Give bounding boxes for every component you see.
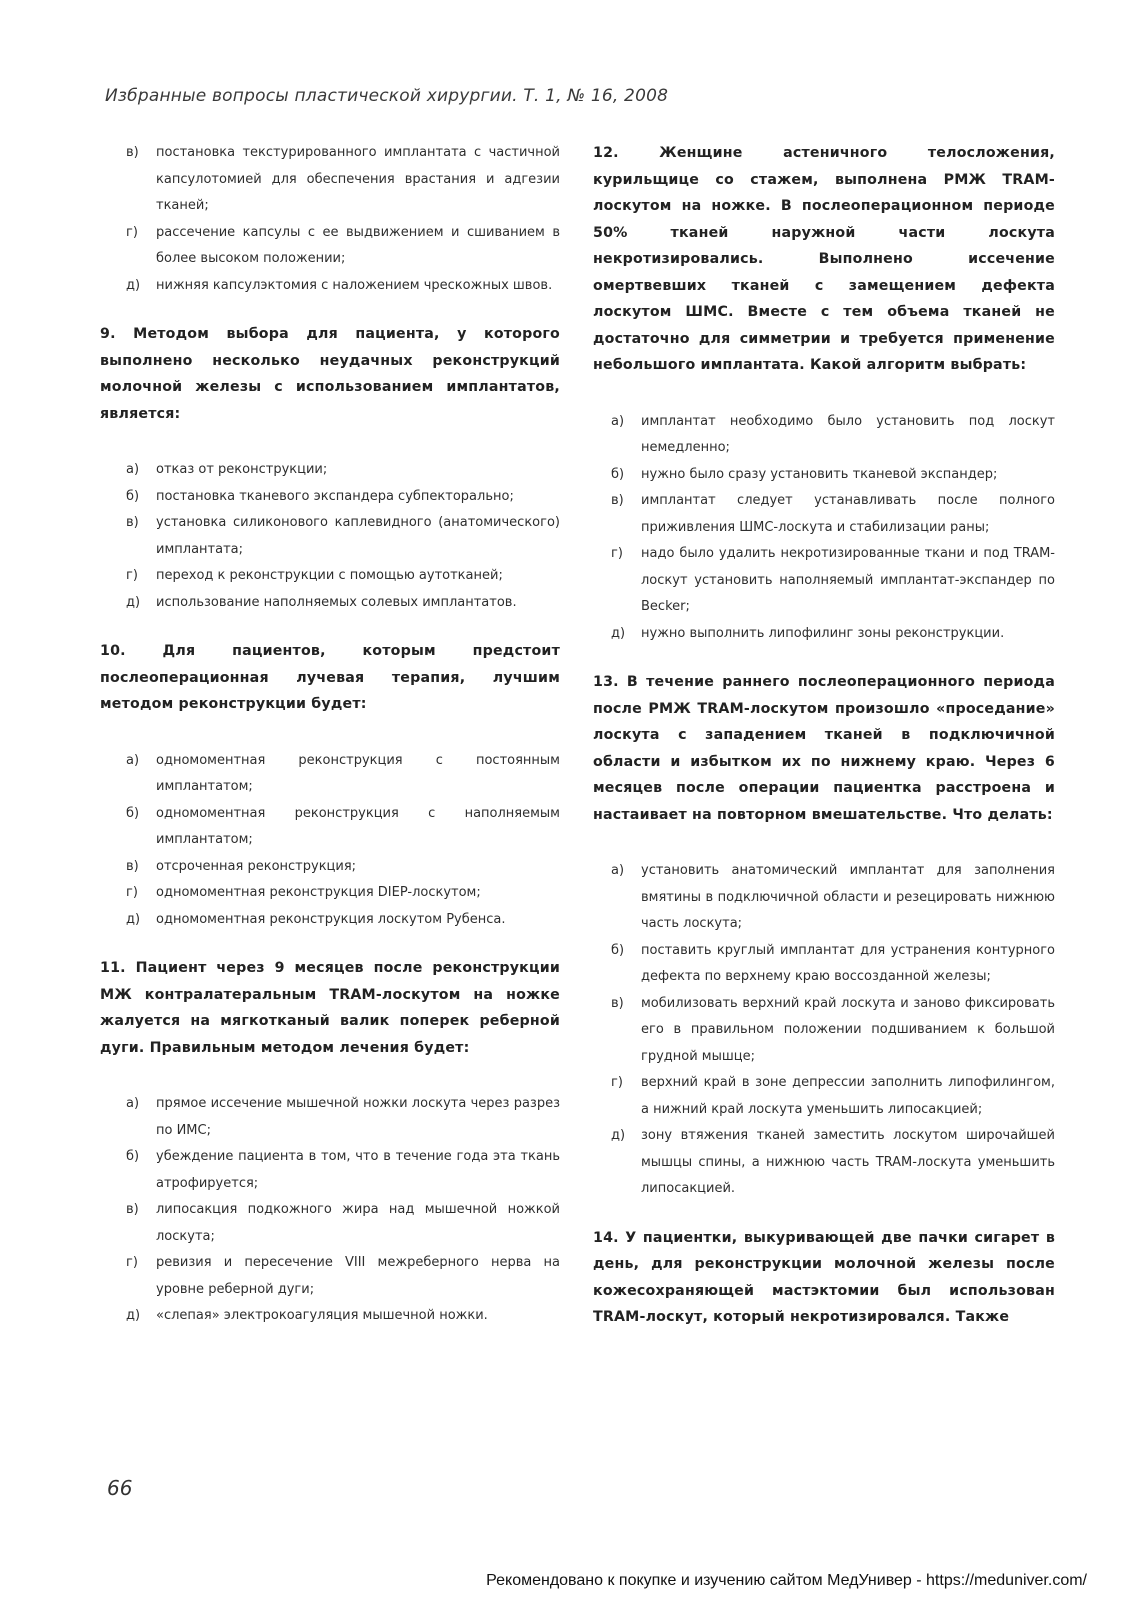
option-item: д) зону втяжения тканей заместить лоскутом широчайшей мышцы спины, а нижнюю часть TRAM-лоскута уменьшить липосакцией. — [611, 1128, 1055, 1196]
q12-options — [593, 409, 1055, 648]
right-column — [593, 140, 1055, 1331]
question-13: 13. В течение раннего послеоперационного периода после РМЖ TRAM-лоскутом произошло «проседание» лоскута с западением тканей в подключичной области и избытком их по нижнему краю. Через 6 месяцев после операции пациентка расстроена и настаивает на повторном вмешательстве. Что делать: — [593, 674, 1055, 823]
option-item: в) постановка текстурированного имплантата с частичной капсулотомией для обеспечения врастания и адгезии тканей; — [126, 145, 560, 213]
option-item: в) отсроченная реконструкция; — [126, 858, 357, 874]
option-item: б) одномоментная реконструкция с наполняемым имплантатом; — [126, 805, 560, 847]
q8-options — [100, 140, 560, 299]
option-item: д) одномоментная реконструкция лоскутом Рубенса. — [126, 911, 506, 927]
option-item: а) установить анатомический имплантат для заполнения вмятины в подключичной области и резецировать нижнюю часть лоскута; — [611, 863, 1055, 931]
question-14: 14. У пациентки, выкуривающей две пачки сигарет в день, для реконструкции молочной железы после кожесохраняющей мастэктомии был использован TRAM-лоскут, который некротизировался. Также — [593, 1229, 1055, 1325]
option-item: г) одномоментная реконструкция DIEP-лоскутом; — [126, 885, 481, 900]
question-9: 9. Методом выбора для пациента, у которого выполнено несколько неудачных реконструкций молочной железы с использованием имплантатов, является: — [100, 326, 560, 422]
left-column — [100, 140, 560, 1330]
option-item: в) мобилизовать верхний край лоскута и заново фиксировать его в правильном положении подшиванием к большой грудной мышце; — [611, 995, 1055, 1064]
question-10: 10. Для пациентов, которым предстоит послеоперационная лучевая терапия, лучшим методом реконструкции будет: — [100, 643, 560, 712]
option-item: д) нижняя капсулэктомия с наложением чрескожных швов. — [126, 277, 553, 293]
question-12: 12. Женщине астеничного телосложения, курильщице со стажем, выполнена РМЖ TRAM-лоскутом на ножке. В послеоперационном периоде 50% тканей наружной части лоскута некротизировались. Выполнено иссечение омертвевших тканей с замещением дефекта лоскутом ШМС. Вместе с тем объема тканей не достаточно для симметрии и требуется применение небольшого имплантата. Какой алгоритм выбрать: — [593, 145, 1055, 373]
page-number: 66 — [107, 1476, 133, 1500]
option-item: б) нужно было сразу установить тканевой экспандер; — [611, 466, 998, 482]
footer-recommendation: Рекомендовано к покупке и изучению сайтом МедУнивер - https://meduniver.com/ — [486, 1572, 1087, 1589]
option-item: б) поставить круглый имплантат для устранения контурного дефекта по верхнему краю воссозданной железы; — [611, 942, 1055, 984]
option-item: в) имплантат следует устанавливать после полного приживления ШМС-лоскута и стабилизации раны; — [611, 493, 1055, 535]
q11-options — [100, 1091, 560, 1330]
question-11: 11. Пациент через 9 месяцев после реконструкции МЖ контралатеральным TRAM-лоскутом на ножке жалуется на мягкотканый валик поперек реберной дуги. Правильным методом лечения будет: — [100, 960, 560, 1056]
journal-header: Избранные вопросы пластической хирургии. Т. 1, № 16, 2008 — [105, 86, 669, 106]
option-item: а) отказ от реконструкции; — [126, 462, 328, 477]
q9-options — [100, 457, 560, 616]
q13-options — [593, 858, 1055, 1203]
option-item: а) имплантат необходимо было установить под лоскут немедленно; — [611, 413, 1055, 455]
option-item: г) ревизия и пересечение VIII межреберного нерва на уровне реберной дуги; — [126, 1255, 560, 1297]
option-item: б) убеждение пациента в том, что в течение года эта ткань атрофируется; — [126, 1149, 560, 1191]
option-item: а) прямое иссечение мышечной ножки лоскута через разрез по ИМС; — [126, 1096, 560, 1138]
option-item: г) рассечение капсулы с ее выдвижением и сшиванием в более высоком положении; — [126, 224, 560, 266]
q10-options — [100, 748, 560, 934]
option-item: г) переход к реконструкции с помощью аутотканей; — [126, 568, 503, 583]
option-item: д) «слепая» электрокоагуляция мышечной ножки. — [126, 1308, 488, 1323]
option-item: в) липосакция подкожного жира над мышечной ножкой лоскута; — [126, 1202, 560, 1244]
option-item: д) использование наполняемых солевых имплантатов. — [126, 594, 517, 610]
option-item: г) надо было удалить некротизированные ткани и под TRAM-лоскут установить наполняемый имплантат-экспандер по Becker; — [611, 546, 1055, 614]
option-item: в) установка силиконового каплевидного (анатомического) имплантата; — [126, 515, 560, 557]
option-item: д) нужно выполнить липофилинг зоны реконструкции. — [611, 625, 1005, 641]
option-item: г) верхний край в зоне депрессии заполнить липофилингом, а нижний край лоскута уменьшить липосакцией; — [611, 1075, 1055, 1117]
option-item: а) одномоментная реконструкция с постоянным имплантатом; — [126, 752, 560, 794]
option-item: б) постановка тканевого экспандера субпекторально; — [126, 488, 514, 504]
